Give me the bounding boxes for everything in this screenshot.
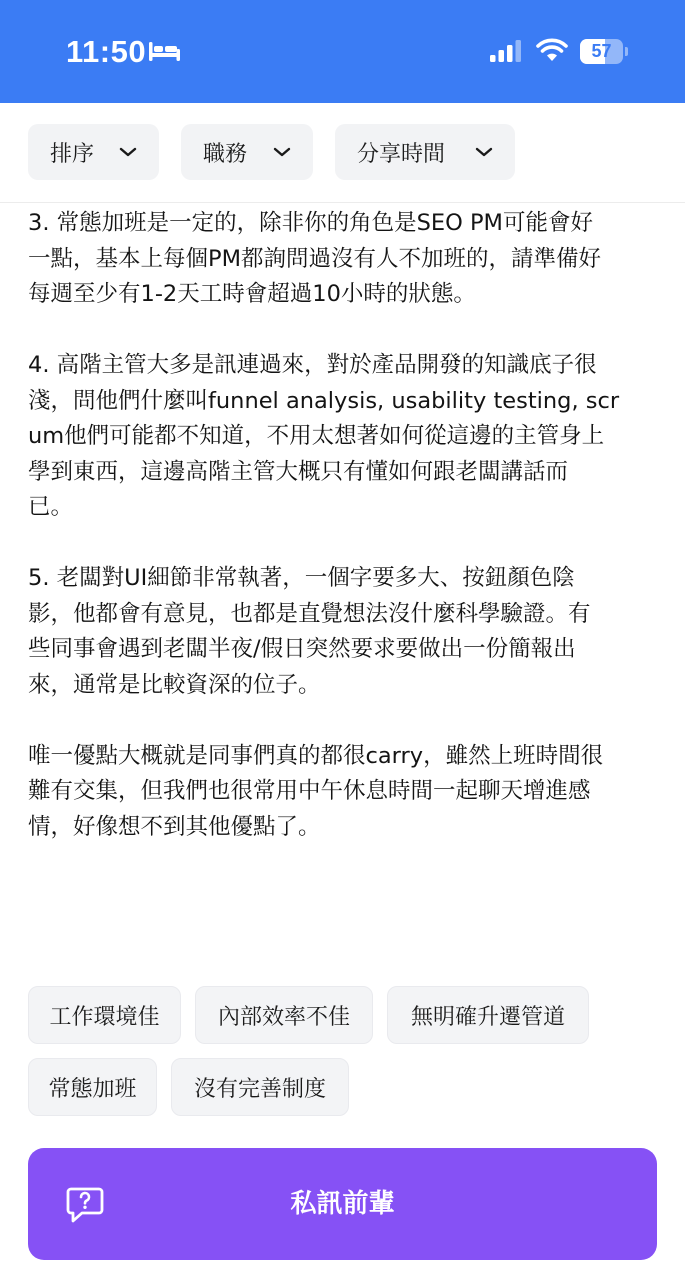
review-paragraph: 5. 老闆對UI細節非常執著，一個字要多大、按鈕顏色陰 影，他都會有意見，也都是直覺想法沒什麼科學驗證。有 些同事會遇到老闆半夜/假日突然要求要做出一份簡報出 來，通常是比較資深的位子。 [28,565,591,698]
chevron-down-icon [119,146,137,158]
cellular-signal-icon [490,40,522,62]
review-paragraph: 唯一優點大概就是同事們真的都很carry，雖然上班時間很 難有交集，但我們也很常用中午休息時間一起聊天增進感 情，好像想不到其他優點了。 [28,742,604,840]
sort-filter-button[interactable] [28,124,159,180]
filter-bar [0,103,685,203]
tag-chip: 無明確升遷管道 [387,986,589,1044]
tag-chip: 工作環境佳 [28,986,181,1044]
chevron-down-icon [475,146,493,158]
wifi-icon [536,38,568,62]
bed-icon [148,40,181,62]
job-filter-button[interactable] [181,124,313,180]
message-senior-button[interactable] [28,1148,657,1260]
battery-level: 57 [591,41,612,61]
status-time: 11:50 [66,34,147,69]
battery-icon [580,39,628,64]
review-paragraph: 4. 高階主管大多是訊連過來，對於產品開發的知識底子很 淺，問他們什麼叫funnel analysis, usability testing, scr um他們可能都不知道，不用太想著如何從這邊的主管身上 學到東西，這邊高階主管大概只有懂如何跟老闆講話而 已。 [28,352,620,520]
review-content [28,206,660,845]
share-time-filter-label: 分享時間 [357,141,446,167]
share-time-filter-button[interactable] [335,124,515,180]
status-bar [0,0,685,103]
tag-chip: 內部效率不佳 [195,986,373,1044]
tag-chip: 常態加班 [28,1058,157,1116]
chevron-down-icon [273,146,291,158]
review-paragraph: 3. 常態加班是一定的，除非你的角色是SEO PM可能會好 一點，基本上每個PM都詢問過沒有人不加班的，請準備好 每週至少有1-2天工時會超過10小時的狀態。 [28,210,601,307]
tag-chip: 沒有完善制度 [171,1058,349,1116]
job-filter-label: 職務 [203,141,248,167]
message-senior-label: 私訊前輩 [290,1189,395,1219]
sort-filter-label: 排序 [50,141,95,167]
